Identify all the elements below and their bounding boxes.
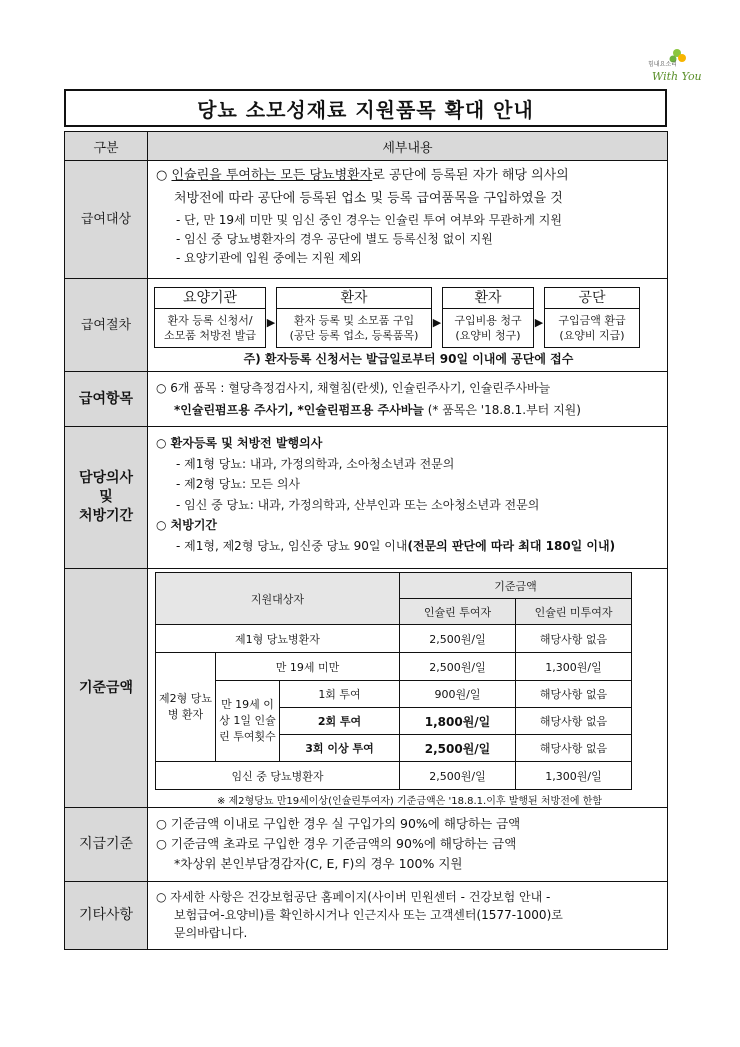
procedure-step: 공단 구입금액 환급 (요양비 지급) bbox=[544, 287, 640, 348]
eligibility-line2: 처방전에 따라 공단에 등록된 업소 및 등록 급여품목을 구입하였을 것 bbox=[174, 191, 563, 206]
procedure-content bbox=[148, 279, 668, 372]
items-label: 급여항목 bbox=[65, 372, 148, 427]
amount-footnote: ※ 제2형당뇨 만19세이상(인슐린투여자) 기준금액은 '18.8.1.이후 발행된 처방전에 한함 bbox=[216, 796, 603, 807]
eligibility-content: ○ 인슐린을 투여하는 모든 당뇨병환자로 공단에 등록된 자가 해당 의사의 처방전에 따라 공단에 등록된 업소 및 등록 급여품목을 구입하였을 것 - 단, 만 19세 미만 및 임신 중인 경우는 인슐린 투여 여부와 무관하게 지원 - 임신 중 당뇨병환자의 경우 공단에 별도 등록신청 없이 지원 - 요양기관에 입원 중에는 지원 제외 bbox=[148, 161, 668, 279]
eligibility-highlight: 인슐린을 투여하는 모든 당뇨병환자 bbox=[171, 168, 373, 183]
arrow-right-icon: ▶ bbox=[534, 316, 544, 329]
doctor-item: - 임신 중 당뇨: 내과, 가정의학과, 산부인과 또는 소아청소년과 전문의 bbox=[176, 497, 540, 512]
svg-text:힘내요소리: 힘내요소리 bbox=[648, 61, 677, 68]
header-category: 구분 bbox=[65, 132, 148, 161]
etc-content: ○ 자세한 사항은 건강보험공단 홈페이지(사이버 민원센터 - 건강보험 안내 - 보험급여-요양비)를 확인하시거나 인근지사 또는 고객센터(1577-1000)로 문의바랍니다. bbox=[148, 882, 668, 950]
procedure-label: 급여절차 bbox=[65, 279, 148, 372]
doctor-content: ○ 환자등록 및 처방전 발행의사 - 제1형 당뇨: 내과, 가정의학과, 소아청소년과 전문의 - 제2형 당뇨: 모든 의사 - 임신 중 당뇨: 내과, 가정의학과, 산부인과 또는 소아청소년과 전문의 ○ 처방기간 - 제1형, 제2형 당뇨, 임신중 당뇨 90일 이내(전문의 판단에 따라 최대 180일 이내) bbox=[148, 427, 668, 569]
amount-label: 기준금액 bbox=[65, 569, 148, 808]
page-title: 당뇨 소모성재료 지원품목 확대 안내 bbox=[64, 89, 667, 127]
doctor-label: 담당의사 및 처방기간 bbox=[65, 427, 148, 569]
eligibility-item: - 요양기관에 입원 중에는 지원 제외 bbox=[176, 251, 362, 265]
eligibility-item: - 임신 중 당뇨병환자의 경우 공단에 별도 등록신청 없이 지원 bbox=[176, 232, 493, 246]
logo bbox=[646, 44, 702, 90]
procedure-note: 주) 환자등록 신청서는 발급일로부터 90일 이내에 공단에 접수 bbox=[243, 352, 574, 366]
payment-label: 지급기준 bbox=[65, 808, 148, 882]
procedure-step: 요양기관 환자 등록 신청서/ 소모품 처방전 발급 bbox=[154, 287, 266, 348]
svg-text:With You: With You bbox=[652, 70, 702, 83]
payment-content: ○ 기준금액 이내로 구입한 경우 실 구입가의 90%에 해당하는 금액 ○ 기준금액 초과로 구입한 경우 기준금액의 90%에 해당하는 금액 *차상위 본인부담경감자(C, E, F)의 경우 100% 지원 bbox=[148, 808, 668, 882]
doctor-item: - 제1형 당뇨: 내과, 가정의학과, 소아청소년과 전문의 bbox=[176, 456, 455, 471]
eligibility-label: 급여대상 bbox=[65, 161, 148, 279]
doctor-item: - 제2형 당뇨: 모든 의사 bbox=[176, 477, 301, 491]
logo-emblem-icon bbox=[646, 44, 702, 90]
items-content: ○ 6개 품목 : 혈당측정검사지, 채혈침(란셋), 인슐린주사기, 인슐린주사바늘 *인슐린펌프용 주사기, *인슐린펌프용 주사바늘 (* 품목은 '18.8.1.부터 지원) bbox=[148, 372, 668, 427]
etc-label: 기타사항 bbox=[65, 882, 148, 950]
arrow-right-icon: ▶ bbox=[266, 316, 276, 329]
info-table bbox=[64, 131, 668, 950]
procedure-flow bbox=[154, 287, 663, 348]
procedure-step: 환자 구입비용 청구 (요양비 청구) bbox=[442, 287, 534, 348]
amount-table: 지원대상자 기준금액 인슐린 투여자 인슐린 미투여자 제1형 당뇨병환자 2,500원/일 해당사항 없음 제2형 당뇨병 환자 만 19세 미만 2,500원/일 1,300원/일 만 19세 이상 1일 인슐린 투여횟수 1회 투여 900원/일 해당사항 없음 2회 투여 1,800원/일 해당사항 없음 3회 이상 투여 2,500원/일 해당사항 없음 임신 중 당뇨병환자 2,500원/일 1,300원/일 bbox=[155, 572, 632, 790]
items-new: *인슐린펌프용 주사기, *인슐린펌프용 주사바늘 bbox=[174, 403, 424, 417]
arrow-right-icon: ▶ bbox=[432, 316, 442, 329]
header-details: 세부내용 bbox=[148, 132, 668, 161]
procedure-step: 환자 환자 등록 및 소모품 구입 (공단 등록 업소, 등록품목) bbox=[276, 287, 432, 348]
items-list: 6개 품목 : 혈당측정검사지, 채혈침(란셋), 인슐린주사기, 인슐린주사바늘 bbox=[170, 381, 551, 395]
eligibility-item: - 단, 만 19세 미만 및 임신 중인 경우는 인슐린 투여 여부와 무관하게 지원 bbox=[176, 213, 562, 227]
amount-content bbox=[148, 569, 668, 808]
